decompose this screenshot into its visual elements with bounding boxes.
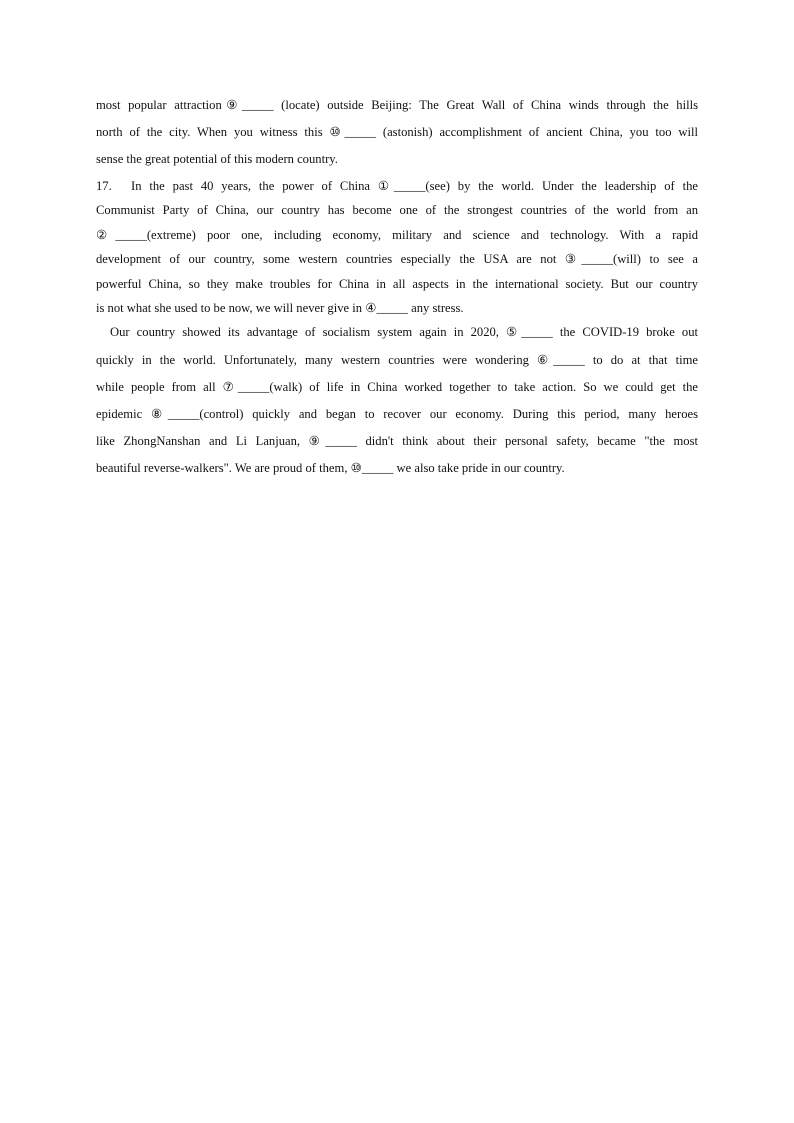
passage-line-text: In the past 40 years, the power of China ①_____(see) by the world. Under the leadership of the [131, 179, 698, 193]
passage-line: ②_____(extreme) poor one, including economy, military and science and technology. With a rapid [96, 227, 698, 242]
question-number: 17. [96, 179, 112, 193]
passage-line: is not what she used to be now, we will never give in ④_____ any stress. [96, 300, 464, 315]
passage-line: like ZhongNanshan and Li Lanjuan, ⑨_____ didn't think about their personal safety, became "the most [96, 434, 698, 449]
passage-line: north of the city. When you witness this ⑩_____ (astonish) accomplishment of ancient China, you too will [96, 125, 698, 139]
document-body [96, 94, 698, 484]
passage-line: Communist Party of China, our country has become one of the strongest countries of the world from an [96, 203, 698, 218]
passage-line: epidemic ⑧_____(control) quickly and began to recover our economy. During this period, many heroes [96, 406, 698, 421]
previous-passage-continuation [96, 94, 698, 175]
question-17-paragraph-1 [96, 175, 698, 321]
passage-line: sense the great potential of this modern country. [96, 152, 338, 166]
passage-line [96, 175, 698, 199]
passage-line: powerful China, so they make troubles for China in all aspects in the international society. But our country [96, 276, 698, 291]
passage-line: while people from all ⑦_____(walk) of life in China worked together to take action. So we could get the [96, 379, 698, 394]
passage-line: beautiful reverse-walkers". We are proud of them, ⑩_____ we also take pride in our country. [96, 461, 565, 476]
question-17-paragraph-2 [96, 321, 698, 484]
passage-line: most popular attraction⑨_____ (locate) outside Beijing: The Great Wall of China winds through the hills [96, 98, 698, 112]
passage-line: quickly in the world. Unfortunately, many western countries were wondering ⑥_____ to do at that time [96, 352, 698, 367]
passage-line: Our country showed its advantage of socialism system again in 2020, ⑤_____ the COVID-19 broke out [110, 325, 698, 340]
passage-line: development of our country, some western countries especially the USA are not ③_____(will) to see a [96, 252, 698, 267]
